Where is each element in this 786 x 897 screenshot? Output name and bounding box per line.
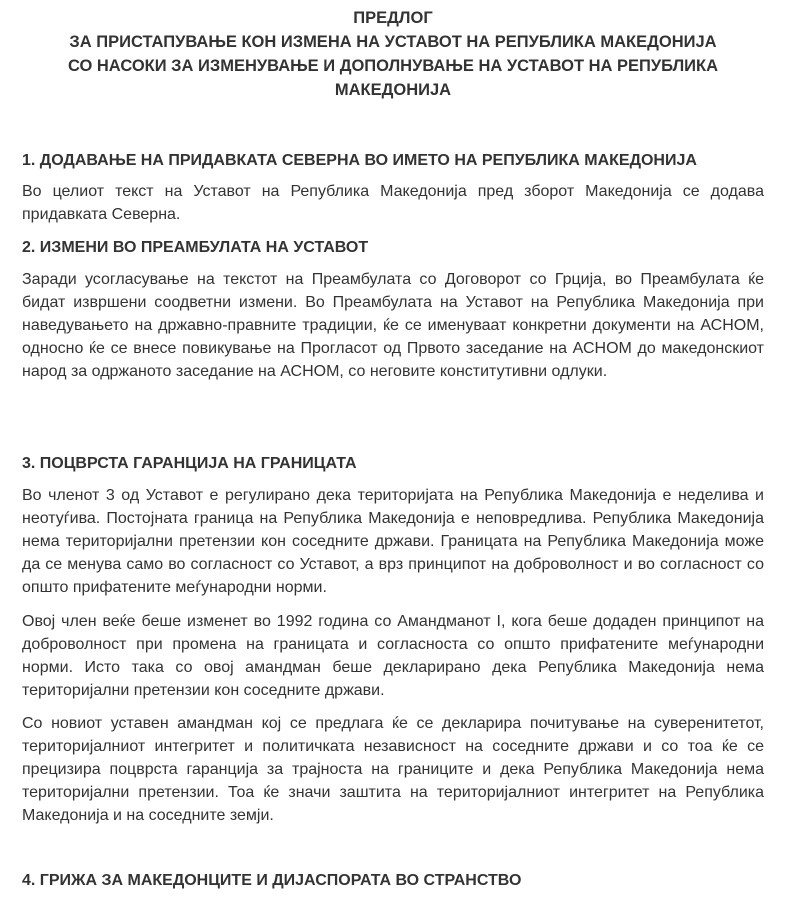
section-4-heading: 4. ГРИЖА ЗА МАКЕДОНЦИТЕ И ДИЈАСПОРАТА ВО СТРАНСТВО [22,872,522,889]
title-line-2: ЗА ПРИСТАПУВАЊЕ КОН ИЗМЕНА НА УСТАВОТ НА РЕПУБЛИКА МАКЕДОНИЈА [69,33,717,51]
section-2-heading: 2. ИЗМЕНИ ВО ПРЕАМБУЛАТА НА УСТАВОТ [22,239,369,256]
section-1-paragraph-1: Во целиот текст на Уставот на Република Македонија пред зборот Македонија се додава придавката Северна. [22,183,764,223]
section-3-paragraph-1: Во членот 3 од Уставот е регулирано дека територијата на Република Македонија е неделива и неотуѓива. Постојната граница на Република Македонија е неповредлива. Република Македонија нема територијални претензии кон соседните држави. Границата на Република Македонија може да се менува само во согласност со Уставот, а врз принципот на доброволност и во согласност со општо прифатените меѓународни норми. [22,487,764,596]
document-title [22,6,764,102]
section-3-paragraph-2: Овој член веќе беше изменет во 1992 година со Амандманот I, кога беше додаден принципот на доброволност при промена на границата и согласноста со општо прифатените меѓународни норми. Исто така со овој амандман беше декларирано дека Република Македонија нема територијални претензии кон соседните држави. [22,613,764,699]
title-line-4: МАКЕДОНИЈА [334,81,452,99]
title-line-3: СО НАСОКИ ЗА ИЗМЕНУВАЊЕ И ДОПОЛНУВАЊЕ НА УСТАВОТ НА РЕПУБЛИКА [67,57,719,75]
section-2-paragraph-1: Заради усогласување на текстот на Преамбулата со Договорот со Грција, во Преамбулата ќе бидат извршени соодветни измени. Во Преамбулата на Уставот на Република Македонија при наведувањето на државно-правните традиции, ќе се именуваат конкретни документи на АСНОМ, односно ќе се внесе повикување на Прогласот од Првото заседание на АСНОМ до македонскиот народ за одржаното заседание на АСНОМ, со неговите конститутивни одлуки. [22,271,764,380]
section-3-paragraph-3: Со новиот уставен амандман кој се предлага ќе се декларира почитување на суверенитетот, територијалниот интегритет и политичката независност на соседните држави и со тоа ќе се прецизира поцврста гаранција за трајноста на границите и дека Република Македонија нема територијални претензии. Тоа ќе значи заштита на територијалниот интегритет на Република Македонија и на соседните земји. [22,715,764,824]
title-line-1: ПРЕДЛОГ [353,9,433,27]
section-1-heading: 1. ДОДАВАЊЕ НА ПРИДАВКАТА СЕВЕРНА ВО ИМЕТО НА РЕПУБЛИКА МАКЕДОНИЈА [22,152,697,169]
section-3-heading: 3. ПОЦВРСТА ГАРАНЦИЈА НА ГРАНИЦАТА [22,455,357,472]
